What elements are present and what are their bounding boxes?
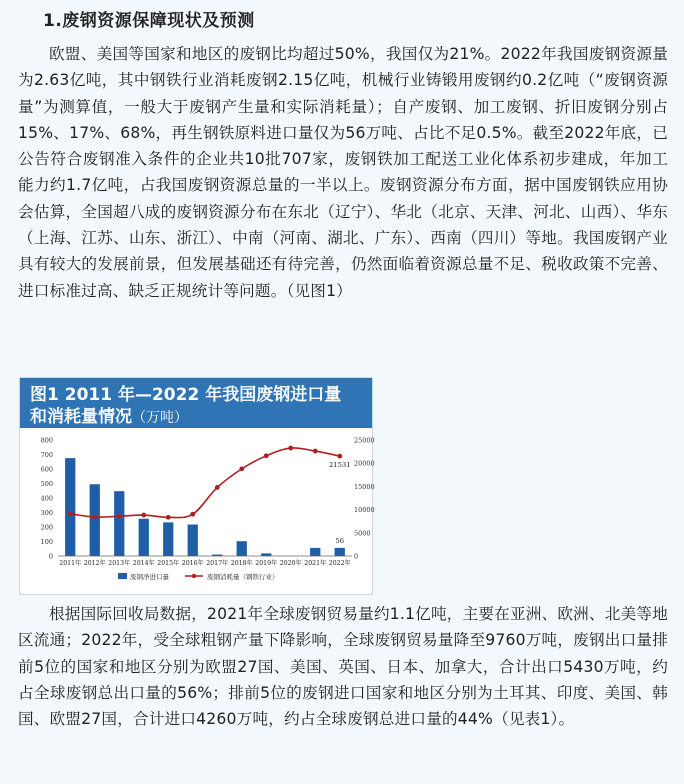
line-point-consumption xyxy=(190,512,195,517)
legend-line-label: 废钢消耗量（钢铁行业） xyxy=(207,573,279,581)
paragraph-intro: 欧盟、美国等国家和地区的废钢比均超过50%，我国仅为21%。2022年我国废钢资源量为2.63亿吨，其中钢铁行业消耗废钢2.15亿吨，机械行业铸锻用废钢约0.2亿吨（“废钢资源量”为测算值，一般大于废钢产生量和实际消耗量）；自产废钢、加工废钢、折旧废钢分别占15%、17%、68%，再生钢铁原料进口量仅为56万吨、占比不足0.5%。截至2022年底，已公告符合废钢准入条件的企业共10批707家，废钢铁加工配送工业化体系初步建成，年加工能力约1.7亿吨，占我国废钢资源总量的一半以上。废钢资源分布方面，据中国废钢铁应用协会估算，全国超八成的废钢资源分布在东北（辽宁）、华北（北京、天津、河北、山西）、华东（上海、江苏、山东、浙江）、中南（河南、湖北、广东）、西南（四川）等地。我国废钢产业具有较大的发展前景，但发展基础还有待完善，仍然面临着资源总量不足、税收政策不完善、进口标准过高、缺乏正规统计等问题。（见图1） xyxy=(18,45,668,300)
right-axis-tick-label: 20000 xyxy=(354,459,375,468)
x-axis-category-label: 2020年 xyxy=(279,560,302,567)
left-axis-tick-label: 300 xyxy=(40,509,53,517)
line-point-consumption xyxy=(141,513,146,518)
figure-1 xyxy=(19,377,373,595)
line-consumption xyxy=(70,448,340,518)
bar-net-import xyxy=(335,548,345,556)
x-axis-category-label: 2011年 xyxy=(59,560,82,567)
x-axis-category-label: 2018年 xyxy=(230,560,253,567)
bar-net-import xyxy=(65,458,75,556)
left-axis-tick-label: 500 xyxy=(40,480,53,488)
line-point-consumption xyxy=(166,515,171,520)
scrap-steel-chart xyxy=(20,428,375,594)
line-point-consumption xyxy=(68,511,73,516)
legend-line-marker xyxy=(192,574,196,578)
right-axis-tick-label: 15000 xyxy=(354,482,375,491)
left-axis-tick-label: 600 xyxy=(40,465,53,474)
x-axis-category-label: 2016年 xyxy=(181,560,204,567)
bar-net-import xyxy=(90,484,100,556)
x-axis-category-label: 2012年 xyxy=(83,560,106,567)
line-point-consumption xyxy=(337,454,342,459)
line-point-consumption xyxy=(215,485,220,490)
bar-net-import xyxy=(139,519,149,556)
figure-unit: （万吨） xyxy=(132,410,188,426)
x-axis-category-label: 2017年 xyxy=(206,560,229,567)
right-axis-tick-label: 0 xyxy=(354,552,359,561)
x-axis-category-label: 2014年 xyxy=(132,560,155,567)
right-axis-tick-label: 5000 xyxy=(354,529,371,538)
x-axis-category-label: 2015年 xyxy=(157,560,180,567)
figure-title-line2 xyxy=(30,402,188,427)
bar-net-import xyxy=(163,522,173,556)
bar-net-import xyxy=(114,491,124,556)
bar-net-import xyxy=(261,553,271,556)
bar-net-import xyxy=(237,541,247,556)
line-point-consumption xyxy=(264,453,269,458)
section-heading: 1.废钢资源保障现状及预测 xyxy=(43,11,255,31)
left-axis-tick-label: 0 xyxy=(48,552,53,561)
bar-net-import xyxy=(188,525,198,556)
paragraph-trade: 根据国际回收局数据，2021年全球废钢贸易量约1.1亿吨，主要在亚洲、欧洲、北美等地区流通；2022年，受全球粗钢产量下降影响，全球废钢贸易量降至9760万吨，废钢出口量排前5位的国家和地区分别为欧盟27国、美国、英国、日本、加拿大，合计出口5430万吨，约占全球废钢总出口量的56%；排前5位的废钢进口国家和地区分别为土耳其、印度、美国、韩国、欧盟27国，合计进口4260万吨，约占全球废钢总进口量的44%（见表1）。 xyxy=(18,605,668,729)
bar-net-import xyxy=(310,548,320,556)
legend-bar-swatch xyxy=(118,573,127,579)
right-axis-tick-label: 10000 xyxy=(354,506,375,515)
left-axis-tick-label: 800 xyxy=(40,436,53,445)
x-axis-category-label: 2013年 xyxy=(108,560,131,567)
x-axis-category-label: 2021年 xyxy=(304,560,327,567)
line-point-consumption xyxy=(117,514,122,519)
figure-title-line1: 图1 2011 年—2022 年我国废钢进口量 xyxy=(30,385,342,405)
bar-net-import xyxy=(212,555,222,556)
annotation-consumption-2022: 21531 xyxy=(328,461,351,470)
figure-title-bar xyxy=(20,378,372,428)
annotation-import-2022: 56 xyxy=(335,536,345,545)
figure-title-line2-text: 和消耗量情况 xyxy=(30,407,132,427)
line-point-consumption xyxy=(239,466,244,471)
left-axis-tick-label: 100 xyxy=(40,538,53,546)
line-point-consumption xyxy=(288,446,293,451)
left-axis-tick-label: 200 xyxy=(40,523,53,532)
left-axis-tick-label: 700 xyxy=(40,451,53,459)
left-axis-tick-label: 400 xyxy=(40,494,53,503)
x-axis-category-label: 2019年 xyxy=(255,560,278,567)
right-axis-tick-label: 25000 xyxy=(354,436,375,445)
line-point-consumption xyxy=(92,515,97,520)
legend-bar-label: 废钢净进口量 xyxy=(130,573,169,581)
line-point-consumption xyxy=(313,449,318,454)
x-axis-category-label: 2022年 xyxy=(328,560,351,567)
